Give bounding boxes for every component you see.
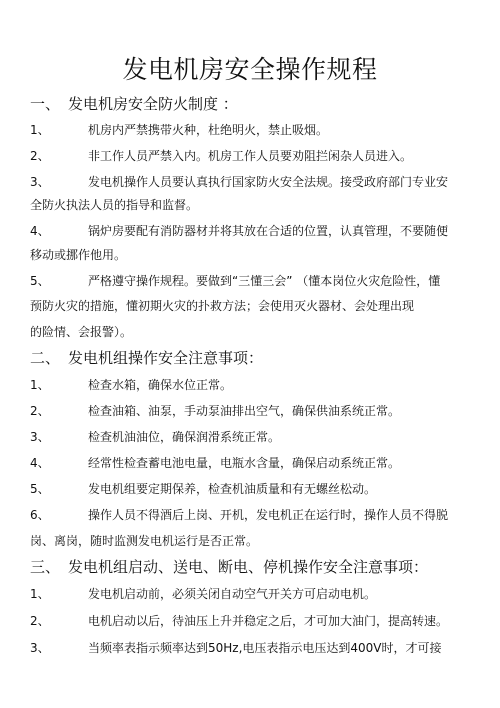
section-index: 三、 <box>30 558 61 576</box>
list-item <box>30 223 448 239</box>
item-text: 检查油箱、油泵，手动泵油排出空气，确保供油系统正常。 <box>88 404 401 418</box>
section-heading-2 <box>30 348 263 368</box>
item-text: 锅炉房要配有消防器材并将其放在合适的位置，认真管理，不要随便 <box>88 224 449 238</box>
section-index: 二、 <box>30 349 61 367</box>
item-number: 5、 <box>30 482 50 496</box>
section-title: 发电机房安全防火制度 ： <box>68 95 238 113</box>
item-continuation: 的险情、会报警）。 <box>30 325 133 339</box>
list-item <box>30 273 440 289</box>
list-item <box>30 403 400 419</box>
list-item <box>30 481 376 497</box>
item-text: 操作人员不得酒后上岗、开机，发电机正在运行时，操作人员不得脱 <box>88 508 449 522</box>
item-text: 发电机组要定期保养，检查机油质量和有无螺丝松动。 <box>88 482 377 496</box>
list-item <box>30 122 328 138</box>
item-text: 非工作人员严禁入内。机房工作人员要劝阻拦闲杂人员进入。 <box>88 149 413 163</box>
item-text: 当频率表指示频率达到50Hz,电压表指示电压达到400V时，才可接 <box>88 641 442 655</box>
list-item <box>30 148 412 164</box>
item-continuation: 移动或挪作他用。 <box>30 248 127 262</box>
item-text: 电机启动以后，待油压上升并稳定之后，才可加大油门，提高转速。 <box>88 614 449 628</box>
list-item <box>30 429 280 445</box>
item-text: 经常性检查蓄电池电量，电瓶水含量，确保启动系统正常。 <box>88 456 401 470</box>
item-number: 2、 <box>30 149 50 163</box>
item-number: 3、 <box>30 430 50 444</box>
item-number: 3、 <box>30 641 50 655</box>
section-heading-3 <box>30 557 428 577</box>
page-title: 发电机房安全操作规程 <box>122 55 378 84</box>
list-item <box>30 174 448 190</box>
item-number: 2、 <box>30 614 50 628</box>
item-number: 2、 <box>30 404 50 418</box>
item-continuation: 全防火执法人员的指导和监督。 <box>30 198 199 212</box>
item-continuation: 预防火灾的措施，懂初期火灾的扑救方法；会使用灭火器材、会处理出现 <box>30 299 415 313</box>
list-item <box>30 377 232 393</box>
item-number: 4、 <box>30 224 50 238</box>
item-number: 4、 <box>30 456 50 470</box>
item-number: 3、 <box>30 175 50 189</box>
list-item <box>30 586 376 602</box>
item-text: 检查机油油位，确保润滑系统正常。 <box>88 430 281 444</box>
item-number: 5、 <box>30 274 50 288</box>
item-number: 6、 <box>30 508 50 522</box>
item-number: 1、 <box>30 587 50 601</box>
section-index: 一、 <box>30 95 61 113</box>
item-text: 发电机启动前，必须关闭自动空气开关方可启动电机。 <box>88 587 377 601</box>
list-item <box>30 455 400 471</box>
item-number: 1、 <box>30 123 50 137</box>
section-heading-1 <box>30 94 238 114</box>
item-text: 机房内严禁携带火种，杜绝明火，禁止吸烟。 <box>88 123 329 137</box>
section-title: 发电机组操作安全注意事项： <box>68 349 264 367</box>
item-text: 严格遵守操作规程。要做到“三懂三会” （懂本岗位火灾危险性，懂 <box>88 274 441 288</box>
list-item <box>30 507 448 523</box>
item-continuation: 岗、离岗，随时监测发电机运行是否正常。 <box>30 534 259 548</box>
section-title: 发电机组启动、送电、断电、停机操作安全注意事项： <box>68 558 429 576</box>
item-number: 1、 <box>30 378 50 392</box>
list-item <box>30 640 442 656</box>
list-item <box>30 613 448 629</box>
item-text: 发电机操作人员要认真执行国家防火安全法规。接受政府部门专业安 <box>88 175 449 189</box>
item-text: 检查水箱，确保水位正常。 <box>88 378 233 392</box>
